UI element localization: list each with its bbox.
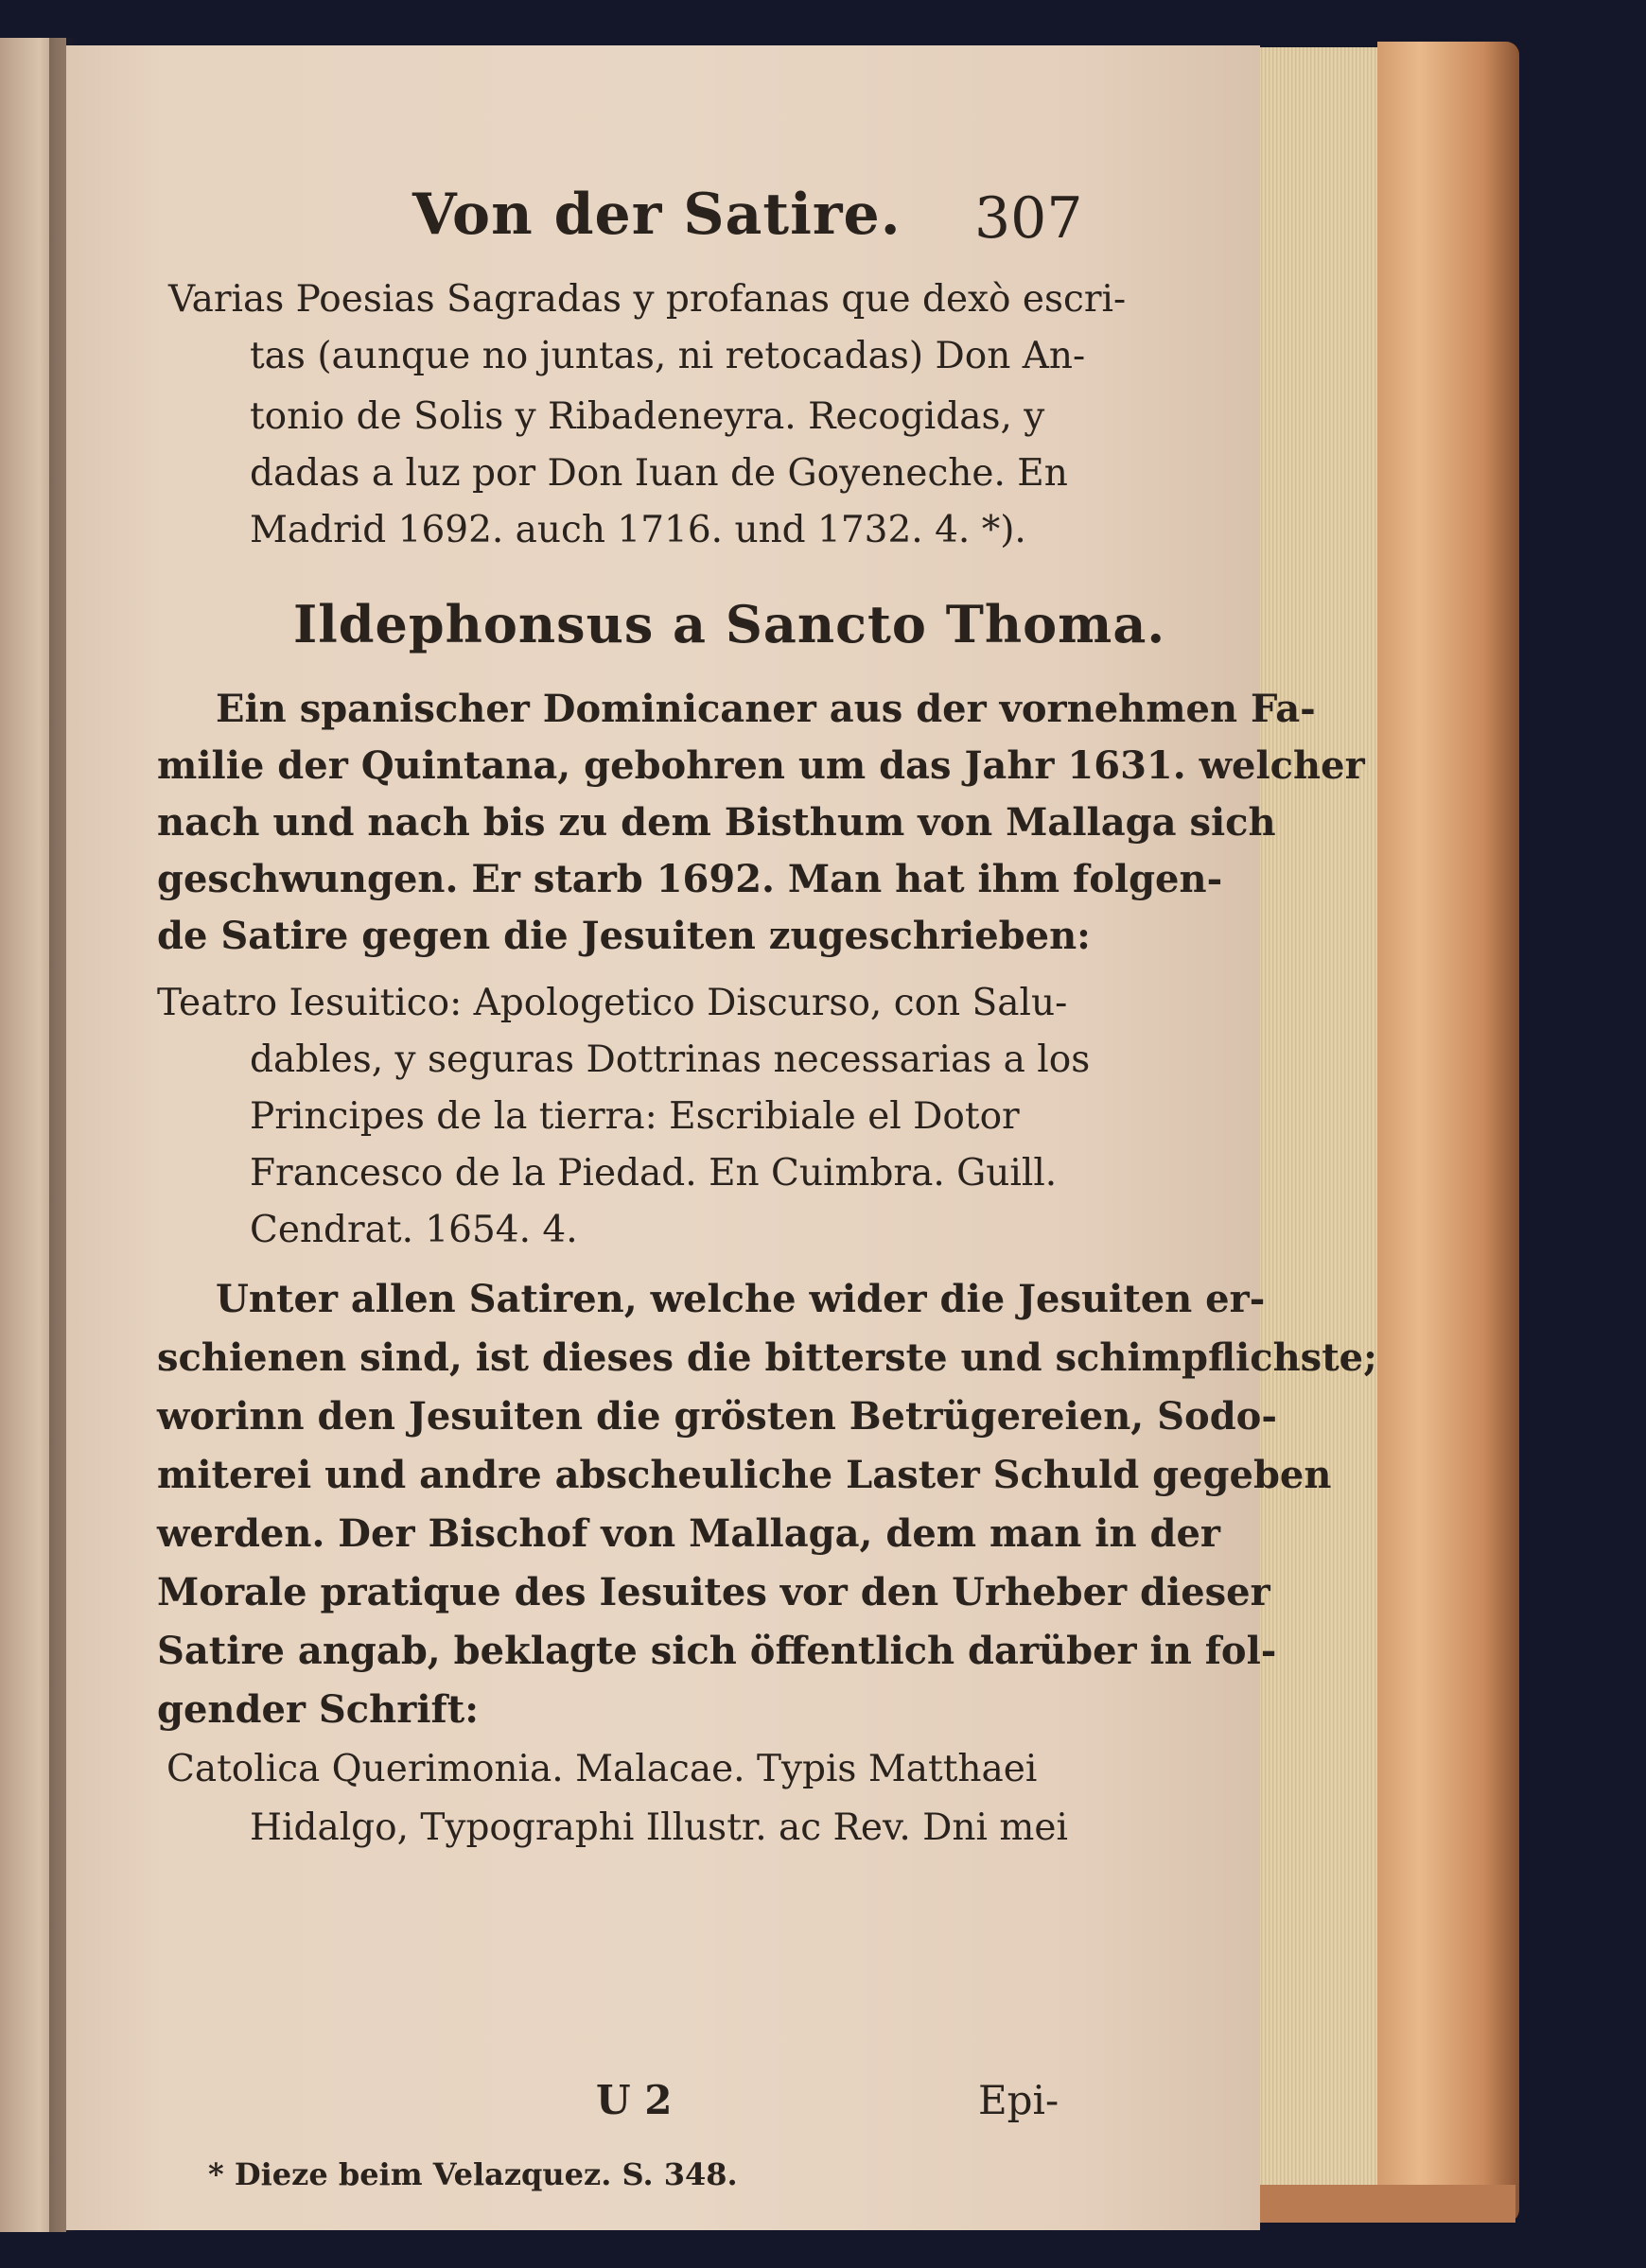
- running-header-title: Von der Satire.: [412, 182, 902, 248]
- page-number: 307: [974, 185, 1083, 252]
- para2-line-3: worinn den Jesuiten die grösten Betrügereien, Sodo-: [157, 1394, 1277, 1439]
- book-cover-bottom: [1260, 2185, 1515, 2223]
- catchword: Epi-: [978, 2077, 1059, 2123]
- page-edges: [1251, 47, 1387, 2223]
- para2-line-1: Unter allen Satiren, welche wider die Jesuiten er-: [216, 1277, 1266, 1321]
- biblio1-line-3: tonio de Solis y Ribadeneyra. Recogidas, y: [250, 395, 1045, 438]
- para1-line-2: milie der Quintana, gebohren um das Jahr 1631. welcher: [157, 743, 1365, 788]
- para1-line-5: de Satire gegen die Jesuiten zugeschrieben:: [157, 914, 1091, 958]
- biblio2-line-5: Cendrat. 1654. 4.: [250, 1209, 578, 1251]
- para2-line-5: werden. Der Bischof von Mallaga, dem man in der: [157, 1511, 1221, 1556]
- biblio1-line-2: tas (aunque no juntas, ni retocadas) Don An-: [250, 335, 1086, 377]
- biblio1-line-4: dadas a luz por Don Iuan de Goyeneche. En: [250, 452, 1068, 495]
- para1-line-4: geschwungen. Er starb 1692. Man hat ihm folgen-: [157, 857, 1223, 901]
- biblio2-line-2: dables, y seguras Dottrinas necessarias a los: [250, 1038, 1091, 1081]
- biblio3-line-1: Catolica Querimonia. Malacae. Typis Matthaei: [166, 1748, 1038, 1790]
- biblio2-line-4: Francesco de la Piedad. En Cuimbra. Guill.: [250, 1152, 1058, 1195]
- para2-line-6: Morale pratique des Iesuites vor den Urheber dieser: [157, 1570, 1270, 1614]
- biblio2-line-3: Principes de la tierra: Escribiale el Dotor: [250, 1095, 1020, 1138]
- para2-line-7: Satire angab, beklagte sich öffentlich darüber in fol-: [157, 1629, 1277, 1673]
- para2-line-4: miterei und andre abscheuliche Laster Schuld gegeben: [157, 1453, 1332, 1497]
- para1-line-3: nach und nach bis zu dem Bisthum von Mallaga sich: [157, 800, 1276, 845]
- biblio1-line-5: Madrid 1692. auch 1716. und 1732. 4. *).: [250, 509, 1026, 551]
- para1-line-1: Ein spanischer Dominicaner aus der vornehmen Fa-: [216, 687, 1316, 731]
- book-cover: [1377, 42, 1519, 2223]
- biblio2-line-1: Teatro Iesuitico: Apologetico Discurso, con Salu-: [157, 982, 1068, 1024]
- biblio3-line-2: Hidalgo, Typographi Illustr. ac Rev. Dni mei: [250, 1806, 1068, 1849]
- footnote: * Dieze beim Velazquez. S. 348.: [208, 2156, 738, 2192]
- para2-line-2: schienen sind, ist dieses die bitterste und schimpflichste;: [157, 1335, 1377, 1380]
- biblio1-line-1: Varias Poesias Sagradas y profanas que dexò escri-: [168, 278, 1127, 321]
- signature-mark: U 2: [596, 2077, 673, 2123]
- para2-line-8: gender Schrift:: [157, 1687, 479, 1732]
- section-title: Ildephonsus a Sancto Thoma.: [293, 594, 1166, 654]
